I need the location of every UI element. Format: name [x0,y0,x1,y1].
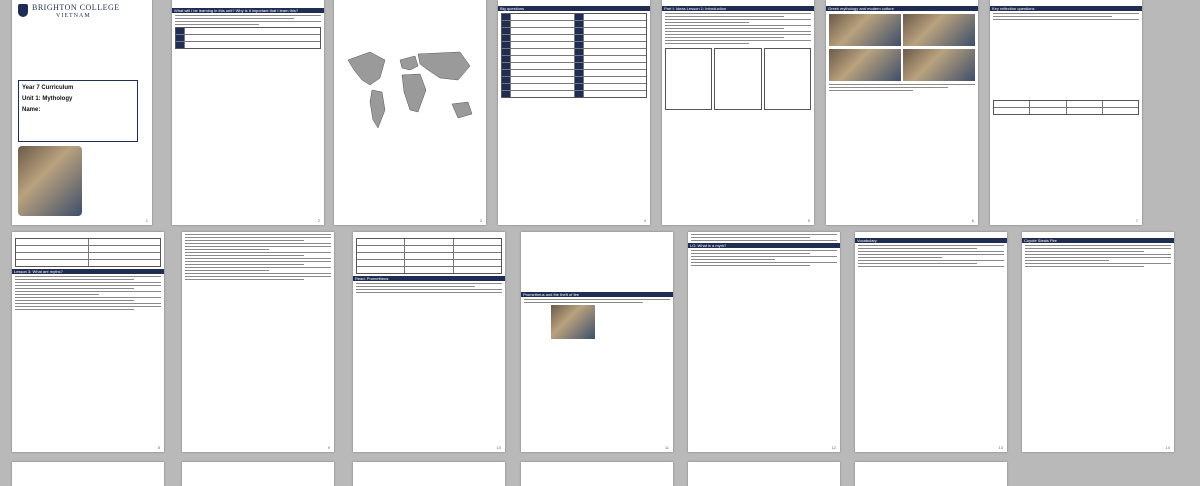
myth-types-table [15,238,161,267]
page-number: 14 [1165,445,1170,450]
school-crest-icon [18,4,28,17]
page-header: Lesson 3: What are myths? [12,269,164,274]
page-number: 1 [145,218,148,223]
page-header: Part I: Ideas Lesson 1: Introduction [662,6,814,11]
name-label: Name: [22,107,41,113]
page-number: 11 [664,445,669,450]
page-14[interactable] [1022,232,1174,452]
page-number: 12 [831,445,836,450]
page-number: 8 [157,445,160,450]
unit-title: Unit 1: Mythology [22,96,73,102]
page-number: 4 [643,218,646,223]
page-3[interactable] [334,0,486,225]
page-8[interactable] [12,232,164,452]
cover-artwork [18,146,82,216]
school-name: BRIGHTON COLLEGE [32,3,120,12]
page-header: Big questions [498,6,650,11]
page-header: Key reflection questions [990,6,1142,11]
cover-info-box [18,80,138,142]
knowledge-table [175,27,321,49]
page-12[interactable] [688,232,840,452]
page-5[interactable] [662,0,814,225]
world-map-icon [340,30,480,160]
curriculum-title: Year 7 Curriculum [22,85,74,91]
page-11[interactable] [521,232,673,452]
school-location: VIETNAM [56,13,91,19]
page-header: Read: Prometheus [353,276,505,281]
vocab-table [993,100,1139,115]
words-table [356,238,502,274]
page-18[interactable] [521,462,673,486]
page-header: What will I be learning in this unit? Why is it important that I learn this? [172,8,324,13]
page-header: Greek mythology and modern culture [826,6,978,11]
page-cover[interactable] [12,0,152,225]
page-20[interactable] [855,462,1007,486]
page-number: 7 [1135,218,1138,223]
page-header: Coyote Steals Fire [1022,238,1174,243]
page-15[interactable] [12,462,164,486]
page-4[interactable] [498,0,650,225]
page-number: 13 [998,445,1003,450]
page-19[interactable] [688,462,840,486]
illustration [551,305,595,339]
page-header: Prometheus and the theft of fire [521,292,673,297]
page-number: 3 [479,218,482,223]
page-16[interactable] [182,462,334,486]
page-9[interactable] [182,232,334,452]
page-number: 10 [496,445,501,450]
page-13[interactable] [855,232,1007,452]
page-17[interactable] [353,462,505,486]
page-header: Vocabulary [855,238,1007,243]
page-number: 5 [807,218,810,223]
page-number: 9 [327,445,330,450]
page-6[interactable] [826,0,978,225]
big-questions-table [501,13,647,98]
page-number: 2 [317,218,320,223]
page-header: LO: What is a myth? [688,243,840,248]
page-2[interactable] [172,0,324,225]
page-number: 6 [971,218,974,223]
page-10[interactable] [353,232,505,452]
page-7[interactable] [990,0,1142,225]
